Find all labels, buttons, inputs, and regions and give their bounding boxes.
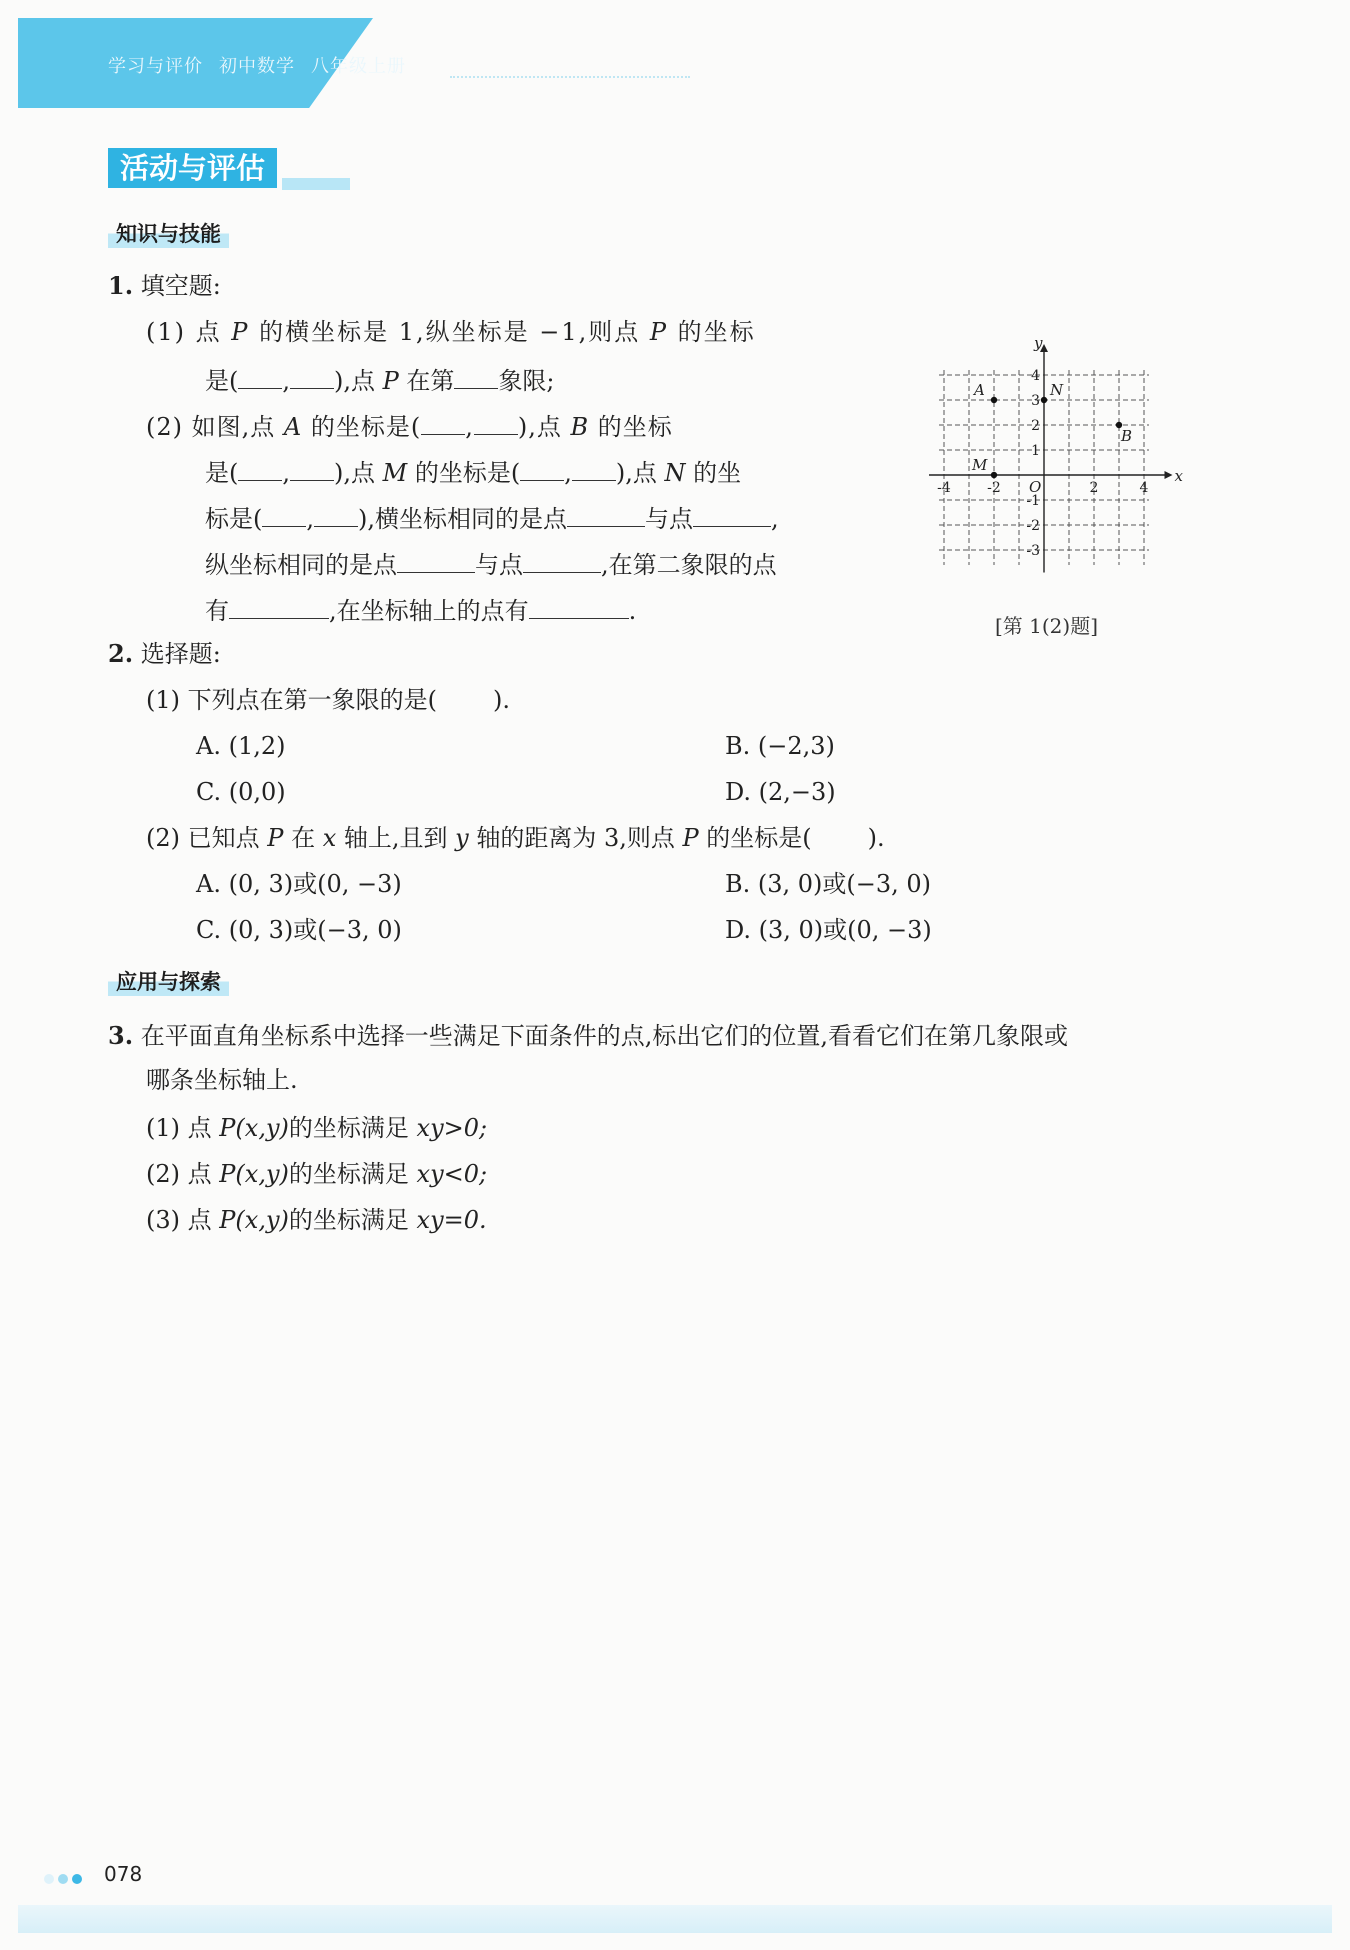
option[interactable]: A. (0, 3)或(0, −3) (196, 870, 402, 898)
text: 的坐标 (668, 318, 756, 346)
x-tick-label: 4 (1139, 480, 1149, 496)
q1-part2-line5 (205, 594, 636, 626)
q1-part2-line3 (205, 502, 779, 534)
var: N (664, 459, 686, 487)
text: , (465, 413, 474, 441)
var: xy<0; (416, 1160, 488, 1188)
footer-dot (72, 1874, 82, 1884)
answer-blank[interactable] (693, 502, 771, 527)
option[interactable]: A. (1,2) (196, 732, 286, 760)
footer-band (18, 1905, 1332, 1933)
answer-blank[interactable] (474, 410, 518, 435)
text: 与点 (645, 505, 694, 533)
text: 如图,点 (191, 413, 284, 441)
answer-blank[interactable] (238, 364, 282, 389)
text: 已知点 (187, 824, 268, 852)
question-1-title (108, 272, 221, 301)
q1-part1-line2 (205, 364, 555, 396)
option[interactable]: C. (0, 3)或(−3, 0) (196, 916, 402, 944)
text: 在 (283, 824, 323, 852)
text: 标是( (205, 505, 263, 533)
question-title: 填空题: (140, 272, 221, 300)
text: ,在坐标轴上的点有 (329, 597, 529, 625)
x-axis-label: x (1174, 467, 1183, 485)
text: 的横坐标是 1,纵坐标是 −1,则点 (249, 318, 650, 346)
answer-blank[interactable] (421, 410, 465, 435)
text: 的坐标满足 (288, 1160, 417, 1188)
text: 的坐标满足 (288, 1206, 417, 1234)
answer-blank[interactable] (523, 548, 601, 573)
answer-blank[interactable] (567, 502, 645, 527)
answer-blank[interactable] (229, 594, 329, 619)
text: 的坐标 (589, 413, 673, 441)
var: A (283, 413, 303, 441)
answer-blank[interactable] (572, 456, 616, 481)
option[interactable]: B. (3, 0)或(−3, 0) (725, 870, 932, 898)
q1-part2-line4 (205, 548, 777, 580)
var: xy>0; (416, 1114, 488, 1142)
footer-dot (44, 1874, 54, 1884)
point-M (991, 472, 997, 478)
text: 点 (187, 1160, 220, 1188)
header-item: 初中数学 (219, 56, 295, 77)
var: B (570, 413, 590, 441)
y-tick-label: -3 (1026, 543, 1040, 559)
text: , (306, 505, 315, 533)
option[interactable]: D. (3, 0)或(0, −3) (725, 916, 932, 944)
option[interactable]: C. (0,0) (196, 778, 286, 806)
answer-blank[interactable] (262, 502, 306, 527)
text: 象限; (498, 367, 555, 395)
var: P (649, 318, 669, 346)
y-tick-label: -1 (1026, 493, 1040, 509)
part-label: (3) (146, 1206, 180, 1234)
answer-blank[interactable] (290, 456, 334, 481)
answer-blank[interactable] (290, 364, 334, 389)
var: P (267, 824, 284, 852)
question-number: 3. (108, 1021, 134, 1050)
question-title: 选择题: (140, 640, 221, 668)
text: , (282, 367, 291, 395)
text: 与点 (475, 551, 523, 579)
text: ). (493, 686, 511, 714)
q2-part1-stem (146, 686, 510, 715)
var: P (682, 824, 699, 852)
text: 点 (195, 318, 232, 346)
point-label: M (972, 456, 988, 474)
var: P(x,y) (219, 1114, 289, 1142)
coordinate-grid-figure (912, 300, 1212, 590)
answer-blank[interactable] (397, 548, 475, 573)
text: 在平面直角坐标系中选择一些满足下面条件的点,标出它们的位置,看看它们在第几象限或 (140, 1022, 1068, 1050)
point-N (1041, 397, 1047, 403)
text: 下列点在第一象限的是( (187, 686, 438, 714)
text: 点 (187, 1114, 220, 1142)
var: P(x,y) (219, 1206, 289, 1234)
text: ),点 (615, 459, 665, 487)
q1-part2-line2 (205, 456, 741, 488)
text: ,在第二象限的点 (601, 551, 777, 579)
header-item: 八年级上册 (311, 56, 406, 77)
section-title-decoration (282, 178, 350, 190)
y-tick-label: 1 (1031, 443, 1040, 459)
text: ). (867, 824, 885, 852)
page-number: 078 (104, 1862, 143, 1886)
y-tick-label: 2 (1031, 418, 1040, 434)
section-title: 活动与评估 (108, 148, 277, 188)
option[interactable]: D. (2,−3) (725, 778, 836, 806)
var: P (231, 318, 250, 346)
x-tick-label: -4 (937, 480, 951, 496)
subsection-title: 知识与技能 (108, 218, 229, 248)
text: , (771, 505, 779, 533)
header-breadcrumb (108, 52, 422, 78)
part-label: (2) (146, 824, 180, 852)
text: 轴上,且到 (336, 824, 456, 852)
text: 纵坐标相同的是点 (205, 551, 397, 579)
text: 的坐标满足 (288, 1114, 417, 1142)
answer-blank[interactable] (314, 502, 358, 527)
answer-blank[interactable] (529, 594, 629, 619)
part-label: (2) (146, 1160, 180, 1188)
part-label: (1) (146, 318, 186, 346)
part-label: (1) (146, 686, 180, 714)
text: 有 (205, 597, 229, 625)
y-axis-label: y (1034, 334, 1043, 352)
text: . (628, 597, 637, 625)
y-tick-label: 4 (1031, 368, 1040, 384)
x-tick-label: 2 (1089, 480, 1099, 496)
var: x (322, 824, 337, 852)
figure-caption: [第 1(2)题] (995, 614, 1099, 638)
var: M (382, 459, 408, 487)
q2-part2-stem (146, 824, 885, 853)
subsection-title: 应用与探索 (108, 966, 229, 996)
text: 点 (187, 1206, 220, 1234)
answer-blank[interactable] (454, 364, 498, 389)
text: , (282, 459, 291, 487)
point-label: A (974, 381, 985, 399)
text: 的坐标是( (698, 824, 812, 852)
question-number: 1. (108, 271, 134, 300)
header-item: 学习与评价 (108, 56, 203, 77)
point-A (991, 397, 997, 403)
text: 轴的距离为 3,则点 (468, 824, 683, 852)
footer-dots (44, 1869, 86, 1888)
text: ),横坐标相同的是点 (358, 505, 568, 533)
x-axis-arrow (1165, 471, 1173, 479)
part-label: (1) (146, 1114, 180, 1142)
x-tick-label: -2 (987, 480, 1001, 496)
q1-part2-line1 (146, 410, 673, 442)
q3-item (146, 1206, 487, 1235)
var: xy=0. (416, 1206, 487, 1234)
var: P (382, 367, 399, 395)
option[interactable]: B. (−2,3) (725, 732, 835, 760)
part-label: (2) (146, 413, 183, 441)
text: ),点 (334, 459, 383, 487)
question-number: 2. (108, 639, 134, 668)
text: 在第 (398, 367, 455, 395)
text: 的坐标是( (302, 413, 422, 441)
question-3-line1 (108, 1022, 1068, 1051)
text: 是( (205, 459, 239, 487)
y-tick-label: -2 (1026, 518, 1040, 534)
question-3-line2: 哪条坐标轴上. (146, 1066, 298, 1094)
point-label: B (1121, 427, 1133, 445)
q1-part1-line1 (146, 318, 756, 347)
text: , (564, 459, 572, 487)
text: ),点 (334, 367, 383, 395)
answer-blank[interactable] (238, 456, 282, 481)
footer-dot (58, 1874, 68, 1884)
text: ),点 (517, 413, 571, 441)
header-divider (450, 76, 690, 78)
point-label: N (1050, 381, 1064, 399)
q3-item (146, 1114, 487, 1143)
answer-blank[interactable] (520, 456, 564, 481)
q3-item (146, 1160, 487, 1189)
text: 的坐 (685, 459, 742, 487)
text: 是( (205, 367, 239, 395)
var: P(x,y) (219, 1160, 289, 1188)
origin-label: O (1029, 478, 1042, 496)
y-tick-label: 3 (1031, 393, 1040, 409)
text: 的坐标是( (407, 459, 521, 487)
var: y (455, 824, 469, 852)
question-2-title (108, 640, 221, 669)
